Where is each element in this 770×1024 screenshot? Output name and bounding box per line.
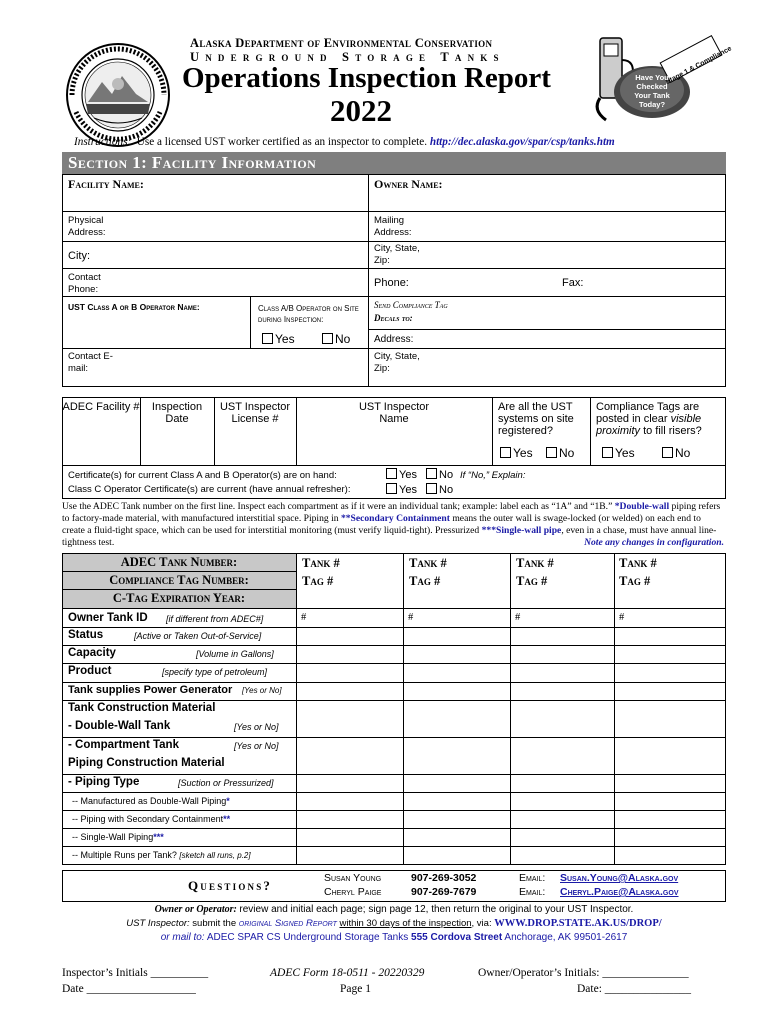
tank-id-hash-3: # <box>515 612 521 623</box>
cert-ab-yes[interactable] <box>386 468 417 481</box>
mail-city: Anchorage, AK 99501-2617 <box>504 932 628 943</box>
section-1-header: Section 1: Facility Information <box>62 152 726 174</box>
cert-c-label: Class C Operator Certificate(s) are current (have annual refresher): <box>68 484 351 495</box>
operator-on-site-yes[interactable] <box>262 333 295 345</box>
send-tag-label: Send Compliance Tag <box>374 300 448 310</box>
note-secondary: **Secondary Containment <box>340 513 450 524</box>
manufactured-double-wall-label <box>72 796 230 806</box>
no-label: No <box>335 332 351 346</box>
tag-col-4-header: Tag # <box>619 574 651 588</box>
no-label: No <box>675 446 691 460</box>
adec-tank-number-header: ADEC Tank Number: <box>120 555 238 569</box>
contact-1-name: Susan Young <box>324 872 382 884</box>
tags-question-visible: visible proximity <box>596 413 702 437</box>
note-part2: piping refers to factory-made material, with manufactured interstitial space. Piping in <box>62 501 721 524</box>
drop-url-link[interactable]: WWW.DROP.STATE.AK.US/DROP/ <box>494 918 662 929</box>
via-text: , via: <box>471 918 492 929</box>
no-label: No <box>439 484 454 496</box>
inspection-date-label: Inspection Date <box>151 401 203 425</box>
yes-label: Yes <box>399 484 417 496</box>
operator-on-site-label: Class A/B Operator on Site during Inspection: <box>258 304 359 324</box>
instructions-label: Instructions: <box>74 136 132 148</box>
logo-text-4: Today? <box>638 100 666 109</box>
secondary-containment-label <box>72 814 230 824</box>
registered-yes[interactable] <box>500 447 533 459</box>
cert-c-no[interactable] <box>426 483 453 496</box>
status-label: Status <box>68 629 104 641</box>
cert-ab-label: Certificate(s) for current Class A and B Operator(s) are on hand: <box>68 470 337 481</box>
tags-question <box>596 401 722 437</box>
yes-label: Yes <box>275 332 295 346</box>
owner-tank-id-note: [if different from ADEC#] <box>166 614 264 624</box>
power-generator-note: [Yes or No] <box>242 686 282 695</box>
no-label: No <box>559 446 575 460</box>
contact-2-email-link[interactable]: Cheryl.Paige@Alaska.gov <box>560 886 679 898</box>
tank-col-4-header: Tank # <box>619 556 657 570</box>
yes-label: Yes <box>615 446 635 460</box>
ust-license-label: UST Inspector License # <box>219 401 291 425</box>
multiple-runs-text: -- Multiple Runs per Tank? <box>72 850 177 860</box>
report-year: 2022 <box>330 93 392 128</box>
cert-c-yes[interactable] <box>386 483 417 496</box>
thirty-days-text: within 30 days of the inspection <box>339 918 472 929</box>
owner-date: Date: _______________ <box>577 983 692 995</box>
secondary-containment-text: -- Piping with Secondary Containment <box>72 814 224 824</box>
compartment-tank-label: - Compartment Tank <box>68 739 179 751</box>
inspector-instructions <box>62 918 726 929</box>
logo-banner-text: Stage 1 & Compliance <box>664 45 733 86</box>
product-label: Product <box>68 665 112 677</box>
instructions-text: Use a licensed UST worker certified as an inspector to complete. <box>136 136 428 148</box>
star-marker: *** <box>153 832 164 842</box>
program-name: Underground Storage Tanks <box>190 50 505 64</box>
contact-1-email-link[interactable]: Susan.Young@Alaska.gov <box>560 872 679 884</box>
tags-yes[interactable] <box>602 447 635 459</box>
tags-question-part2: to fill risers? <box>643 425 702 437</box>
checkbox-icon[interactable] <box>426 483 437 494</box>
contact-2-email-label: Email: <box>519 886 546 898</box>
tank-col-3-header: Tank # <box>516 556 554 570</box>
yes-label: Yes <box>513 446 533 460</box>
mail-to-label: or mail to: <box>160 932 205 943</box>
decals-to-label: Decals to: <box>374 313 413 323</box>
ust-inspector-name-label: UST Inspector Name <box>358 401 430 425</box>
state-seal-image <box>64 42 172 148</box>
mail-street: 555 Cordova Street <box>411 932 503 943</box>
ctag-expiration-header: C-Tag Expiration Year: <box>112 591 246 605</box>
checkbox-icon[interactable] <box>386 483 397 494</box>
compliance-tag-number-header: Compliance Tag Number: <box>109 573 249 587</box>
facility-name-label: Facility Name: <box>68 177 144 191</box>
checkbox-icon[interactable] <box>500 447 511 458</box>
registered-question: Are all the UST systems on site registered? <box>498 401 574 437</box>
double-wall-tank-label: - Double-Wall Tank <box>68 720 171 732</box>
note-single-wall: ***Single-wall pipe <box>481 525 562 536</box>
contact-1-email-label: Email: <box>519 872 546 884</box>
page-number: Page 1 <box>340 983 371 995</box>
contact-2-name: Cheryl Paige <box>324 886 382 898</box>
capacity-label: Capacity <box>68 647 116 659</box>
contact-2-phone: 907-269-7679 <box>411 886 477 898</box>
multiple-runs-note: [sketch all runs, p.2] <box>179 851 251 860</box>
owner-operator-label: Owner or Operator: <box>154 904 237 915</box>
owner-fax-label: Fax: <box>562 277 584 289</box>
manufactured-double-wall-text: -- Manufactured as Double-Wall Piping <box>72 796 227 806</box>
double-wall-tank-note: [Yes or No] <box>234 722 279 732</box>
contact-phone-label: Contact Phone: <box>68 272 101 295</box>
checkbox-icon[interactable] <box>322 333 333 344</box>
checkbox-icon[interactable] <box>546 447 557 458</box>
tanks-url-link[interactable]: http://dec.alaska.gov/spar/csp/tanks.htm <box>429 136 615 148</box>
tags-no[interactable] <box>662 447 690 459</box>
tank-construction-label: Tank Construction Material <box>68 702 216 714</box>
multiple-runs-label <box>72 850 251 860</box>
product-note: [specify type of petroleum] <box>162 667 268 677</box>
single-wall-piping-text: -- Single-Wall Piping <box>72 832 154 842</box>
tag-col-1-header: Tag # <box>302 574 334 588</box>
status-note: [Active or Taken Out-of-Service] <box>134 631 262 641</box>
cert-ab-no[interactable] <box>426 468 453 481</box>
logo-text-2: Checked <box>636 82 668 91</box>
contact-1-phone: 907-269-3052 <box>411 872 477 884</box>
tag-col-2-header: Tag # <box>409 574 441 588</box>
capacity-note: [Volume in Gallons] <box>196 649 274 659</box>
logo-text-3: Your Tank <box>634 91 670 100</box>
star-marker: ** <box>223 814 231 824</box>
form-number: ADEC Form 18-0511 - 20220329 <box>270 967 425 979</box>
operator-on-site-no[interactable] <box>322 333 350 345</box>
tag-col-3-header: Tag # <box>516 574 548 588</box>
signed-report-text: original Signed Report <box>238 918 337 929</box>
no-label: No <box>439 469 454 481</box>
tags-question-part1: Compliance Tags are posted in clear <box>596 401 700 425</box>
yes-label: Yes <box>399 469 417 481</box>
piping-construction-label: Piping Construction Material <box>68 757 225 769</box>
checkbox-icon[interactable] <box>602 447 613 458</box>
note-part3: means the outer wall is swage-locked (or welded) on each end to create a fluid-tight space, which can be used for interstitial monitoring (must verify liquid-tight). Pressurized <box>62 513 701 536</box>
physical-address-label: Physical Address: <box>68 215 106 238</box>
decals-city-state-zip-label: City, State, Zip: <box>374 351 420 374</box>
mailing-address-label: Mailing Address: <box>374 215 412 238</box>
if-no-explain-label: If “No,” Explain: <box>460 470 526 481</box>
tank-col-1-header: Tank # <box>302 556 340 570</box>
owner-phone-label: Phone: <box>374 277 409 289</box>
inspector-date: Date ___________________ <box>62 983 196 995</box>
tank-col-2-header: Tank # <box>409 556 447 570</box>
tank-id-hash-1: # <box>301 612 307 623</box>
owner-name-label: Owner Name: <box>374 177 443 191</box>
note-changes: Note any changes in configuration. <box>584 537 724 548</box>
tank-id-hash-2: # <box>408 612 414 623</box>
owner-tank-id-label: Owner Tank ID <box>68 612 148 624</box>
questions-label: Questions? <box>188 878 273 893</box>
star-marker: * <box>226 796 230 806</box>
inspector-label: UST Inspector: <box>126 918 190 929</box>
check-your-tank-logo <box>584 30 733 128</box>
inspector-initials: Inspector’s Initials __________ <box>62 967 209 979</box>
mail-instructions <box>62 932 726 943</box>
logo-text-1: Have You <box>635 73 669 82</box>
ust-operator-name-label: UST Class A or B Operator Name: <box>68 302 200 312</box>
tank-id-hash-4: # <box>619 612 625 623</box>
inspector-submit-text: submit the <box>192 918 237 929</box>
owner-operator-text: review and initial each page; sign page 12, then return the original to your UST Inspector. <box>239 904 634 915</box>
registered-no[interactable] <box>546 447 574 459</box>
compartment-tank-note: [Yes or No] <box>234 741 279 751</box>
department-name: Alaska Department of Environmental Conservation <box>190 36 493 50</box>
adec-facility-label: ADEC Facility # <box>62 401 140 413</box>
mail-dept: ADEC SPAR CS Underground Storage Tanks <box>206 932 409 943</box>
owner-city-state-zip-label: City, State, Zip: <box>374 243 420 266</box>
checkbox-icon[interactable] <box>662 447 673 458</box>
tank-note-paragraph <box>62 501 726 549</box>
owner-initials: Owner/Operator’s Initials: _______________ <box>478 967 689 979</box>
note-part1: Use the ADEC Tank number on the first line. Inspect each compartment as if it were an individual tank; example: label each as “1A” and “1B.” <box>62 501 613 512</box>
checkbox-icon[interactable] <box>262 333 273 344</box>
checkbox-icon[interactable] <box>386 468 397 479</box>
piping-type-note: [Suction or Pressurized] <box>178 778 274 788</box>
piping-type-label: - Piping Type <box>68 776 140 788</box>
decals-address-label: Address: <box>374 334 414 345</box>
single-wall-piping-label <box>72 832 164 842</box>
power-generator-label: Tank supplies Power Generator <box>68 684 233 696</box>
city-label: City: <box>68 250 90 262</box>
note-double-wall: *Double-wall <box>614 501 670 512</box>
report-title: Operations Inspection Report <box>182 62 551 94</box>
checkbox-icon[interactable] <box>426 468 437 479</box>
note-part4: , even in a chase, must have annual line-tightness test. <box>62 525 717 548</box>
instructions <box>74 136 615 148</box>
owner-instructions <box>62 904 726 915</box>
contact-email-label: Contact E-mail: <box>68 351 113 374</box>
